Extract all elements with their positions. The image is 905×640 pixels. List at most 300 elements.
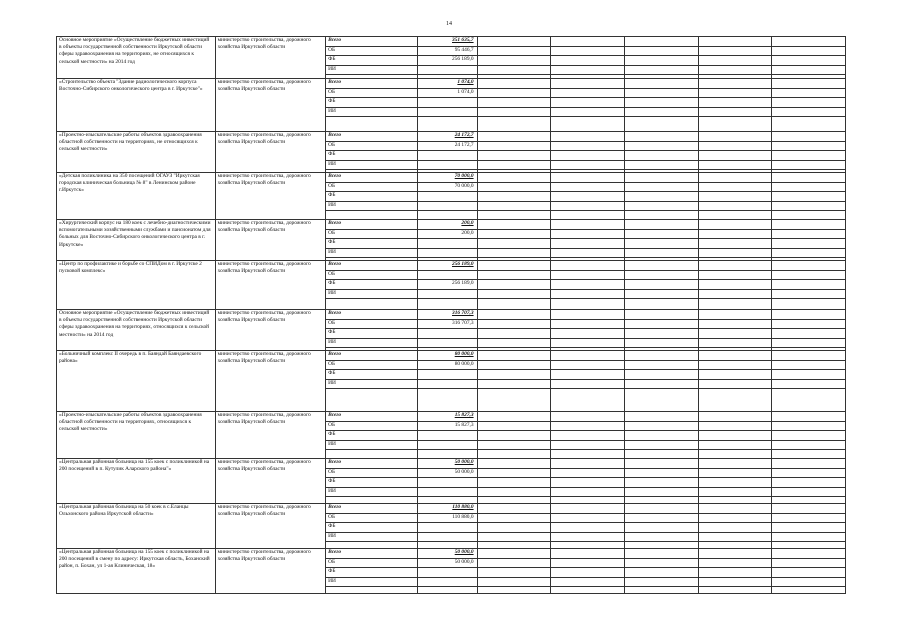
- empty-year-cell: [698, 289, 772, 299]
- empty-year-cell: [551, 160, 625, 170]
- empty-year-cell: [772, 151, 846, 161]
- spacer-cell: [698, 450, 772, 459]
- empty-year-cell: [551, 549, 625, 559]
- empty-year-cell: [698, 270, 772, 280]
- empty-year-cell: [772, 568, 846, 578]
- empty-year-cell: [698, 310, 772, 320]
- spacer-cell: [551, 497, 625, 504]
- empty-year-cell: [551, 468, 625, 478]
- empty-year-cell: [551, 440, 625, 450]
- spacer-cell: [772, 587, 846, 594]
- funding-source-cell: ИИ: [326, 201, 418, 211]
- empty-year-cell: [477, 310, 551, 320]
- spacer-cell: [624, 497, 698, 504]
- spacer-cell: [418, 587, 477, 594]
- empty-year-cell: [772, 56, 846, 66]
- funding-source-cell: ФБ: [326, 568, 418, 578]
- empty-year-cell: [624, 201, 698, 211]
- empty-year-cell: [698, 351, 772, 361]
- empty-year-cell: [624, 79, 698, 89]
- funding-source-cell: ОБ: [326, 319, 418, 329]
- empty-year-cell: [551, 558, 625, 568]
- empty-year-cell: [477, 270, 551, 280]
- amount-cell: 110 880,0: [418, 504, 477, 514]
- empty-year-cell: [624, 513, 698, 523]
- amount-cell: 24 172,7: [418, 141, 477, 151]
- funding-source-cell: Всего: [326, 173, 418, 183]
- funding-source-cell: Всего: [326, 412, 418, 422]
- empty-year-cell: [698, 577, 772, 587]
- amount-cell: 316 707,3: [418, 310, 477, 320]
- spacer-cell: [477, 389, 551, 412]
- table-row: [57, 220, 846, 230]
- empty-year-cell: [624, 173, 698, 183]
- empty-year-cell: [698, 549, 772, 559]
- empty-year-cell: [624, 88, 698, 98]
- empty-year-cell: [698, 141, 772, 151]
- empty-year-cell: [698, 46, 772, 56]
- empty-year-cell: [551, 412, 625, 422]
- amount-cell: 24 172,7: [418, 132, 477, 142]
- table-row: [57, 37, 846, 47]
- funding-source-cell: ИИ: [326, 338, 418, 348]
- empty-year-cell: [477, 532, 551, 542]
- empty-year-cell: [698, 523, 772, 533]
- funding-source-cell: ФБ: [326, 239, 418, 249]
- empty-year-cell: [698, 338, 772, 348]
- empty-year-cell: [477, 65, 551, 75]
- amount-cell: 15 827,3: [418, 421, 477, 431]
- funding-source-cell: ИИ: [326, 289, 418, 299]
- amount-cell: [418, 270, 477, 280]
- empty-year-cell: [698, 558, 772, 568]
- empty-year-cell: [477, 37, 551, 47]
- spacer-cell: [624, 389, 698, 412]
- amount-cell: 256 189,0: [418, 280, 477, 290]
- amount-cell: [418, 329, 477, 339]
- empty-year-cell: [551, 289, 625, 299]
- funding-source-cell: ОБ: [326, 558, 418, 568]
- amount-cell: [418, 577, 477, 587]
- funding-source-cell: ИИ: [326, 65, 418, 75]
- empty-year-cell: [624, 229, 698, 239]
- spacer-cell: [477, 587, 551, 594]
- empty-year-cell: [477, 487, 551, 497]
- funding-source-cell: ОБ: [326, 141, 418, 151]
- amount-cell: 70 000,0: [418, 182, 477, 192]
- empty-year-cell: [624, 192, 698, 202]
- empty-year-cell: [698, 37, 772, 47]
- funding-source-cell: ИИ: [326, 107, 418, 117]
- empty-year-cell: [551, 523, 625, 533]
- empty-year-cell: [551, 459, 625, 469]
- executor-cell: министерство строительства, дорожного хозяйства Иркутской области: [215, 310, 326, 351]
- empty-year-cell: [698, 248, 772, 258]
- measure-name-cell: «Хирургический корпус на 180 коек с лечебно-диагностическими вспомогательными хозяйственными службами и пансионатом для больных для Восточно-Сибирского онкологического центра в г. Иркутске»: [57, 220, 216, 261]
- table-row: [57, 412, 846, 422]
- executor-cell: министерство строительства, дорожного хозяйства Иркутской области: [215, 351, 326, 412]
- empty-year-cell: [551, 248, 625, 258]
- empty-year-cell: [698, 160, 772, 170]
- empty-year-cell: [698, 88, 772, 98]
- empty-year-cell: [772, 160, 846, 170]
- amount-cell: 50 000,0: [418, 549, 477, 559]
- amount-cell: [418, 160, 477, 170]
- executor-cell: министерство строительства, дорожного хозяйства Иркутской области: [215, 173, 326, 220]
- amount-cell: [418, 192, 477, 202]
- spacer-cell: [477, 211, 551, 220]
- spacer-cell: [698, 497, 772, 504]
- amount-cell: 316 707,3: [418, 319, 477, 329]
- empty-year-cell: [698, 151, 772, 161]
- measure-name-cell: «Детская поликлиника на 350 посещений ОГАУЗ "Иркутская городская клиническая больница № 8" в Ленинском районе г.Иркутск»: [57, 173, 216, 220]
- empty-year-cell: [624, 379, 698, 389]
- empty-year-cell: [551, 319, 625, 329]
- spacer-cell: [624, 211, 698, 220]
- measure-name-cell: «Центральная районная больница на 155 коек с поликлиникой на 200 посещений в п. Кутулик Аларского района"»: [57, 459, 216, 504]
- funding-source-cell: ФБ: [326, 329, 418, 339]
- amount-cell: [418, 239, 477, 249]
- spacer-cell: [326, 497, 418, 504]
- empty-year-cell: [698, 478, 772, 488]
- empty-year-cell: [698, 280, 772, 290]
- empty-year-cell: [551, 132, 625, 142]
- empty-year-cell: [624, 239, 698, 249]
- empty-year-cell: [772, 65, 846, 75]
- amount-cell: [418, 201, 477, 211]
- empty-year-cell: [772, 132, 846, 142]
- empty-year-cell: [551, 201, 625, 211]
- spacer-cell: [698, 542, 772, 549]
- measure-name-cell: Основное мероприятие «Осуществление бюджетных инвестиций в объекты государственной собственности Иркутской области сферы здравоохранения на территориях, относящихся к сельской местности» на 2014 год: [57, 310, 216, 351]
- amount-cell: 256 189,0: [418, 56, 477, 66]
- table-row: [57, 504, 846, 514]
- spacer-cell: [326, 542, 418, 549]
- empty-year-cell: [477, 329, 551, 339]
- measure-name-cell: «Центр по профилактике и борьбе со СПИДом в г. Иркутске 2 пусковой комплекс»: [57, 261, 216, 310]
- empty-year-cell: [477, 412, 551, 422]
- empty-year-cell: [551, 173, 625, 183]
- funding-source-cell: ОБ: [326, 270, 418, 280]
- empty-year-cell: [477, 79, 551, 89]
- funding-source-cell: Всего: [326, 504, 418, 514]
- empty-year-cell: [772, 182, 846, 192]
- empty-year-cell: [477, 459, 551, 469]
- empty-year-cell: [477, 351, 551, 361]
- empty-year-cell: [477, 280, 551, 290]
- spacer-cell: [698, 389, 772, 412]
- amount-cell: [418, 151, 477, 161]
- empty-year-cell: [772, 370, 846, 380]
- empty-year-cell: [624, 338, 698, 348]
- amount-cell: 50 000,0: [418, 459, 477, 469]
- empty-year-cell: [624, 504, 698, 514]
- spacer-cell: [772, 497, 846, 504]
- amount-cell: 200,0: [418, 220, 477, 230]
- executor-cell: министерство строительства, дорожного хозяйства Иркутской области: [215, 220, 326, 261]
- empty-year-cell: [551, 88, 625, 98]
- amount-cell: [418, 289, 477, 299]
- empty-year-cell: [624, 360, 698, 370]
- amount-cell: [418, 523, 477, 533]
- empty-year-cell: [551, 280, 625, 290]
- funding-source-cell: Всего: [326, 37, 418, 47]
- empty-year-cell: [698, 487, 772, 497]
- funding-source-cell: Всего: [326, 132, 418, 142]
- empty-year-cell: [624, 141, 698, 151]
- empty-year-cell: [772, 523, 846, 533]
- table-row: [57, 132, 846, 142]
- empty-year-cell: [624, 577, 698, 587]
- measure-name-cell: «Проектно-изыскательские работы объектов здравоохранения областной собственности на территориях, относящихся к сельской местности»: [57, 412, 216, 459]
- measure-name-cell: «Проектно-изыскательские работы объектов здравоохранения областной собственности на территориях, не относящихся к сельской местности»: [57, 132, 216, 173]
- spacer-cell: [477, 117, 551, 132]
- empty-year-cell: [477, 504, 551, 514]
- empty-year-cell: [698, 440, 772, 450]
- empty-year-cell: [624, 107, 698, 117]
- empty-year-cell: [624, 329, 698, 339]
- empty-year-cell: [551, 351, 625, 361]
- spacer-cell: [326, 587, 418, 594]
- amount-cell: 110 880,0: [418, 513, 477, 523]
- empty-year-cell: [477, 98, 551, 108]
- amount-cell: [418, 532, 477, 542]
- funding-source-cell: ИИ: [326, 532, 418, 542]
- funding-source-cell: ОБ: [326, 513, 418, 523]
- table-row: [57, 459, 846, 469]
- empty-year-cell: [477, 338, 551, 348]
- empty-year-cell: [772, 487, 846, 497]
- funding-source-cell: Всего: [326, 549, 418, 559]
- empty-year-cell: [698, 421, 772, 431]
- amount-cell: [418, 338, 477, 348]
- empty-year-cell: [477, 151, 551, 161]
- empty-year-cell: [772, 468, 846, 478]
- measure-name-cell: «Больничный комплекс II очередь в п. Баяндай Баяндаевского района»: [57, 351, 216, 412]
- executor-cell: министерство строительства, дорожного хозяйства Иркутской области: [215, 504, 326, 549]
- table-body: [57, 37, 846, 594]
- empty-year-cell: [698, 132, 772, 142]
- amount-cell: [418, 379, 477, 389]
- spacer-cell: [477, 542, 551, 549]
- executor-cell: министерство строительства, дорожного хозяйства Иркутской области: [215, 549, 326, 594]
- empty-year-cell: [772, 192, 846, 202]
- empty-year-cell: [772, 412, 846, 422]
- empty-year-cell: [551, 37, 625, 47]
- empty-year-cell: [624, 289, 698, 299]
- empty-year-cell: [698, 239, 772, 249]
- empty-year-cell: [698, 360, 772, 370]
- spacer-cell: [326, 211, 418, 220]
- empty-year-cell: [477, 549, 551, 559]
- amount-cell: 1 074,0: [418, 79, 477, 89]
- amount-cell: 50 000,0: [418, 468, 477, 478]
- empty-year-cell: [772, 310, 846, 320]
- empty-year-cell: [624, 370, 698, 380]
- amount-cell: 50 000,0: [418, 558, 477, 568]
- empty-year-cell: [772, 338, 846, 348]
- empty-year-cell: [477, 379, 551, 389]
- empty-year-cell: [624, 478, 698, 488]
- funding-source-cell: ФБ: [326, 370, 418, 380]
- empty-year-cell: [551, 107, 625, 117]
- amount-cell: [418, 440, 477, 450]
- empty-year-cell: [624, 160, 698, 170]
- empty-year-cell: [624, 248, 698, 258]
- spacer-cell: [698, 117, 772, 132]
- amount-cell: 351 635,7: [418, 37, 477, 47]
- empty-year-cell: [772, 46, 846, 56]
- empty-year-cell: [551, 532, 625, 542]
- amount-cell: [418, 487, 477, 497]
- spacer-cell: [418, 211, 477, 220]
- empty-year-cell: [698, 329, 772, 339]
- empty-year-cell: [772, 88, 846, 98]
- executor-cell: министерство строительства, дорожного хозяйства Иркутской области: [215, 79, 326, 132]
- spacer-cell: [624, 117, 698, 132]
- empty-year-cell: [772, 289, 846, 299]
- measure-name-cell: «Центральная районная больница на 50 коек в с.Еланцы Ольхонского района Иркутской области»: [57, 504, 216, 549]
- empty-year-cell: [551, 229, 625, 239]
- executor-cell: министерство строительства, дорожного хозяйства Иркутской области: [215, 132, 326, 173]
- amount-cell: [418, 370, 477, 380]
- empty-year-cell: [551, 151, 625, 161]
- empty-year-cell: [624, 261, 698, 271]
- empty-year-cell: [698, 468, 772, 478]
- empty-year-cell: [477, 421, 551, 431]
- spacer-cell: [698, 587, 772, 594]
- funding-source-cell: ИИ: [326, 487, 418, 497]
- empty-year-cell: [698, 201, 772, 211]
- executor-cell: министерство строительства, дорожного хозяйства Иркутской области: [215, 261, 326, 310]
- empty-year-cell: [551, 513, 625, 523]
- empty-year-cell: [772, 478, 846, 488]
- amount-cell: 95 446,7: [418, 46, 477, 56]
- empty-year-cell: [698, 370, 772, 380]
- empty-year-cell: [698, 568, 772, 578]
- empty-year-cell: [624, 440, 698, 450]
- table-row: [57, 310, 846, 320]
- empty-year-cell: [551, 98, 625, 108]
- empty-year-cell: [772, 248, 846, 258]
- empty-year-cell: [477, 577, 551, 587]
- amount-cell: 80 000,0: [418, 351, 477, 361]
- measure-name-cell: «Строительство объекта "Здание радиологического корпуса Восточно-Сибирского онкологического центра в г. Иркутске"»: [57, 79, 216, 132]
- empty-year-cell: [477, 431, 551, 441]
- empty-year-cell: [772, 239, 846, 249]
- amount-cell: 256 189,0: [418, 261, 477, 271]
- empty-year-cell: [551, 360, 625, 370]
- empty-year-cell: [477, 478, 551, 488]
- measure-name-cell: Основное мероприятие «Осуществление бюджетных инвестиций в объекты государственной собственности Иркутской области сферы здравоохранения на территориях, не относящихся к сельской местности» на 2014 год: [57, 37, 216, 79]
- funding-source-cell: ФБ: [326, 478, 418, 488]
- empty-year-cell: [698, 98, 772, 108]
- empty-year-cell: [477, 319, 551, 329]
- funding-source-cell: ИИ: [326, 440, 418, 450]
- empty-year-cell: [698, 412, 772, 422]
- empty-year-cell: [624, 220, 698, 230]
- empty-year-cell: [551, 270, 625, 280]
- funding-source-cell: ФБ: [326, 280, 418, 290]
- empty-year-cell: [772, 141, 846, 151]
- spacer-cell: [551, 450, 625, 459]
- empty-year-cell: [698, 182, 772, 192]
- empty-year-cell: [551, 182, 625, 192]
- funding-source-cell: ФБ: [326, 523, 418, 533]
- empty-year-cell: [624, 319, 698, 329]
- empty-year-cell: [477, 160, 551, 170]
- amount-cell: [418, 431, 477, 441]
- spacer-cell: [418, 389, 477, 412]
- empty-year-cell: [772, 513, 846, 523]
- funding-source-cell: ФБ: [326, 56, 418, 66]
- empty-year-cell: [698, 431, 772, 441]
- empty-year-cell: [772, 229, 846, 239]
- empty-year-cell: [477, 239, 551, 249]
- funding-source-cell: ФБ: [326, 431, 418, 441]
- empty-year-cell: [477, 360, 551, 370]
- empty-year-cell: [772, 459, 846, 469]
- empty-year-cell: [551, 79, 625, 89]
- empty-year-cell: [477, 46, 551, 56]
- empty-year-cell: [624, 151, 698, 161]
- spacer-cell: [326, 450, 418, 459]
- amount-cell: 80 000,0: [418, 360, 477, 370]
- empty-year-cell: [772, 220, 846, 230]
- spacer-cell: [772, 450, 846, 459]
- empty-year-cell: [551, 478, 625, 488]
- empty-year-cell: [624, 182, 698, 192]
- empty-year-cell: [477, 182, 551, 192]
- spacer-cell: [477, 497, 551, 504]
- spacer-cell: [624, 542, 698, 549]
- empty-year-cell: [624, 523, 698, 533]
- funding-source-cell: ФБ: [326, 151, 418, 161]
- empty-year-cell: [624, 568, 698, 578]
- empty-year-cell: [772, 329, 846, 339]
- funding-source-cell: Всего: [326, 79, 418, 89]
- empty-year-cell: [477, 568, 551, 578]
- empty-year-cell: [624, 98, 698, 108]
- table-row: [57, 261, 846, 271]
- empty-year-cell: [624, 46, 698, 56]
- empty-year-cell: [772, 549, 846, 559]
- spacer-cell: [418, 542, 477, 549]
- spacer-cell: [551, 299, 625, 310]
- spacer-cell: [477, 450, 551, 459]
- spacer-cell: [698, 211, 772, 220]
- funding-source-cell: ОБ: [326, 360, 418, 370]
- empty-year-cell: [477, 513, 551, 523]
- amount-cell: 70 000,0: [418, 173, 477, 183]
- empty-year-cell: [698, 173, 772, 183]
- empty-year-cell: [698, 192, 772, 202]
- measure-name-cell: «Центральная районная больница на 155 коек с поликлиникой на 200 посещений в смену по адресу: Иркутская область, Боханский район, п. Бохан, ул 1-ая Клиническая, 18»: [57, 549, 216, 594]
- empty-year-cell: [772, 379, 846, 389]
- amount-cell: [418, 107, 477, 117]
- empty-year-cell: [772, 37, 846, 47]
- spacer-cell: [772, 211, 846, 220]
- empty-year-cell: [772, 504, 846, 514]
- empty-year-cell: [551, 568, 625, 578]
- empty-year-cell: [477, 229, 551, 239]
- empty-year-cell: [477, 558, 551, 568]
- empty-year-cell: [698, 65, 772, 75]
- empty-year-cell: [772, 280, 846, 290]
- empty-year-cell: [551, 141, 625, 151]
- empty-year-cell: [624, 65, 698, 75]
- spacer-cell: [418, 450, 477, 459]
